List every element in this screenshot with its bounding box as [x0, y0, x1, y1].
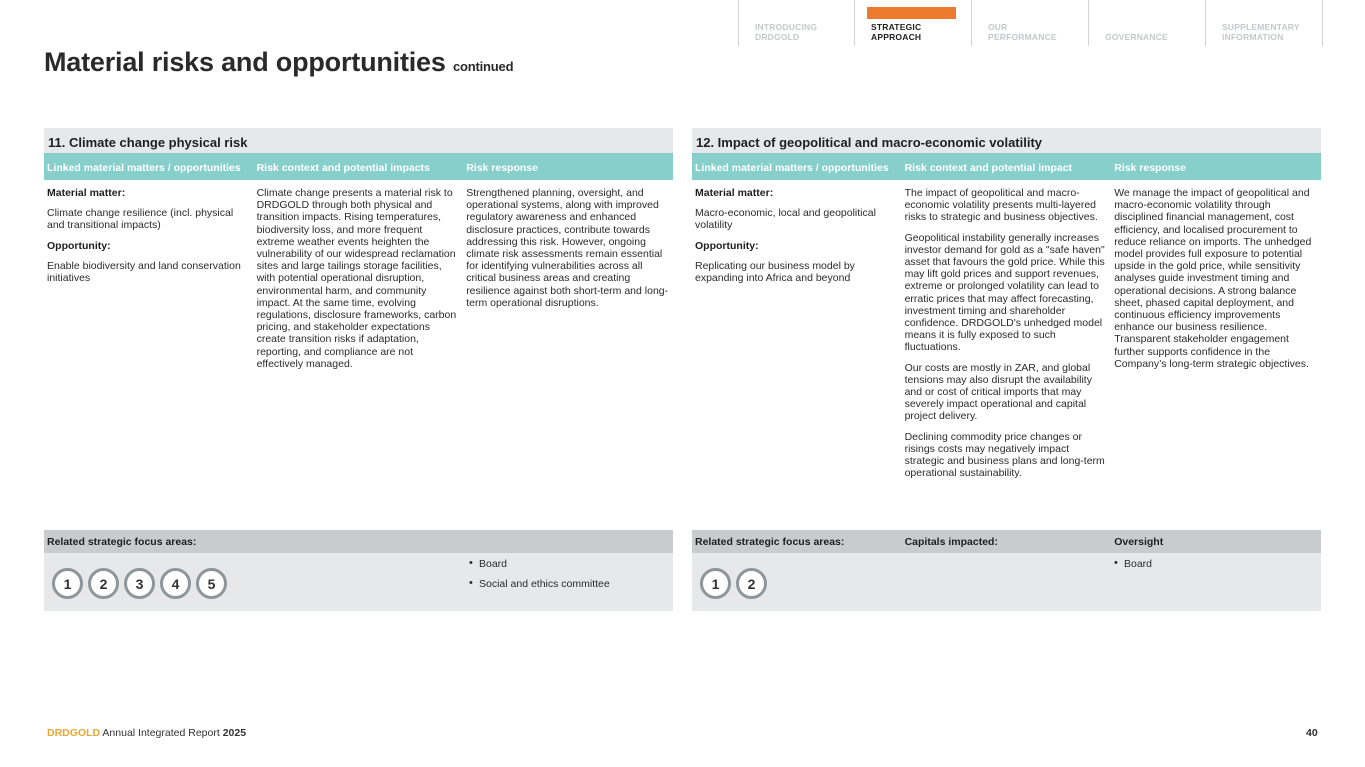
risk-table-header [692, 153, 1321, 180]
header-linked-matters: Linked material matters / opportunities [695, 161, 889, 174]
nav-tab-label: INTRODUCING DRDGOLD [755, 22, 818, 42]
header-risk-context: Risk context and potential impact [904, 161, 1073, 174]
header-risk-response: Risk response [1114, 161, 1186, 174]
risk-table-body [692, 180, 1321, 529]
material-matter-label: Material matter: [47, 187, 126, 199]
focus-area-badge-2[interactable]: 2 [88, 568, 119, 599]
focus-area-badge-2[interactable]: 2 [736, 568, 767, 599]
risk-title: 12. Impact of geopolitical and macro-economic volatility [692, 128, 1321, 153]
risk-context-paragraph: Declining commodity price changes or risings costs may negatively impact strategic and business plans and long-term operational sustainability. [904, 430, 1105, 480]
focus-area-badge-1[interactable]: 1 [700, 568, 731, 599]
opportunity-text: Enable biodiversity and land conservation initiatives [47, 259, 241, 285]
brand-name: DRDGOLD [47, 727, 101, 739]
nav-tab-label: SUPPLEMENTARY INFORMATION [1222, 22, 1300, 42]
focus-areas-label: Related strategic focus areas: [47, 536, 197, 548]
risk-table-body [44, 180, 673, 529]
nav-tab-our-performance[interactable] [972, 0, 1089, 46]
risk-context-paragraph: Our costs are mostly in ZAR, and global tensions may also disrupt the availability and or cost of critical imports that may severely impact operational and capital project delivery. [904, 361, 1092, 423]
capitals-impacted-label: Capitals impacted: [904, 536, 998, 548]
focus-areas-header [44, 530, 673, 553]
opportunity-label: Opportunity: [47, 239, 111, 252]
oversight-label: Oversight [1114, 536, 1164, 548]
active-tab-indicator [867, 7, 956, 19]
nav-tab-label: STRATEGIC APPROACH [871, 22, 922, 42]
report-name: Annual Integrated Report [100, 727, 223, 739]
nav-tab-label: GOVERNANCE [1105, 32, 1168, 42]
linked-matters-cell [692, 180, 902, 529]
header-risk-context: Risk context and potential impacts [256, 161, 430, 174]
header-risk-response: Risk response [466, 161, 538, 174]
focus-areas-body [44, 553, 673, 611]
risk-panel-climate [44, 128, 673, 529]
material-matter-label: Material matter: [695, 187, 774, 199]
focus-area-badges [52, 568, 232, 599]
focus-areas-header [692, 530, 1321, 553]
focus-areas-body [692, 553, 1321, 611]
page-title-text: Material risks and opportunities [44, 47, 446, 77]
opportunity-label: Opportunity: [695, 239, 759, 252]
risk-context-paragraph: Geopolitical instability generally increases investor demand for gold as a "safe haven" asset that favours the gold price. While this may lift gold prices and support revenues, extreme or prolonged volatility can lead to erratic prices that may affect forecasting, investment timing and shareholder confidence. DRDGOLD's unhedged model means it is fully exposed to such fluctuations. [904, 231, 1105, 354]
nav-tab-governance[interactable] [1089, 0, 1206, 46]
oversight-item: • Board [1114, 558, 1152, 570]
focus-area-badge-5[interactable]: 5 [196, 568, 227, 599]
material-matter-text: Macro-economic, local and geopolitical volatility [695, 207, 876, 232]
report-year: 2025 [222, 727, 247, 739]
header-linked-matters: Linked material matters / opportunities [47, 161, 241, 174]
risk-context-cell [254, 180, 464, 529]
nav-tab-supplementary[interactable] [1206, 0, 1323, 46]
report-footer [47, 727, 246, 739]
risk-context-cell [902, 180, 1112, 529]
oversight-list [1114, 558, 1152, 578]
risk-context-paragraph: The impact of geopolitical and macro-economic volatility presents multi-layered risks to strategic and business objectives. [904, 187, 1098, 224]
oversight-list [469, 558, 610, 598]
risk-context-paragraph: Climate change presents a material risk to DRDGOLD through both physical and transition impacts. Rising temperatures, biodiversity loss, and more frequent extreme weather events heighten the vulnerability of our widespread reclamation sites and large tailings storage facilities, with potential operational disruption, environmental harm, and community impact. At the same time, evolving regulations, disclosure frameworks, carbon pricing, and stakeholder expectations create transition risks if adaptation, reporting, and compliance are not effectively managed. [256, 187, 457, 370]
nav-tab-label: OUR PERFORMANCE [988, 22, 1057, 42]
page-number: 40 [1306, 727, 1318, 739]
risk-response-paragraph: Strengthened planning, oversight, and operational systems, along with improved regulatory awareness and enhanced disclosure practices, contribute towards addressing this risk. However, ongoing climate risk assessments remain essential for identifying vulnerabilities across all critical business areas and creating resilience against both short-term and long-term operational disruptions. [466, 187, 669, 309]
focus-area-badge-3[interactable]: 3 [124, 568, 155, 599]
page-title-suffix: continued [453, 59, 514, 74]
focus-area-badge-4[interactable]: 4 [160, 568, 191, 599]
linked-matters-cell [44, 180, 254, 529]
nav-tab-introducing[interactable] [738, 0, 855, 46]
risk-table-header [44, 153, 673, 180]
risk-panel-geopolitical [692, 128, 1321, 529]
focus-areas-label: Related strategic focus areas: [695, 536, 845, 548]
page-title [44, 47, 513, 78]
oversight-item: • Social and ethics committee [469, 578, 610, 590]
focus-area-badges [700, 568, 772, 599]
material-matter-text: Climate change resilience (incl. physical and transitional impacts) [47, 207, 234, 232]
risk-title: 11. Climate change physical risk [44, 128, 673, 153]
risk-response-cell [463, 180, 673, 529]
risk-response-cell [1111, 180, 1321, 529]
opportunity-text: Replicating our business model by expanding into Africa and beyond [695, 259, 855, 285]
risk-response-paragraph: We manage the impact of geopolitical and macro-economic volatility through disciplined financial management, cost efficiency, and localised procurement to reduce reliance on imports. The unhedged model provides full exposure to potential upside in the gold price, while sensitivity analyses guide investment timing and operational decisions. A strong balance sheet, phased capital deployment, and continuous efficiency improvements enhance our business resilience. Transparent stakeholder engagement further supports confidence in the Company’s long-term strategic objectives. [1114, 187, 1312, 370]
nav-tab-strategic-approach[interactable] [855, 0, 972, 46]
focus-area-badge-1[interactable]: 1 [52, 568, 83, 599]
top-navigation [738, 0, 1323, 46]
oversight-item: • Board [469, 558, 610, 570]
